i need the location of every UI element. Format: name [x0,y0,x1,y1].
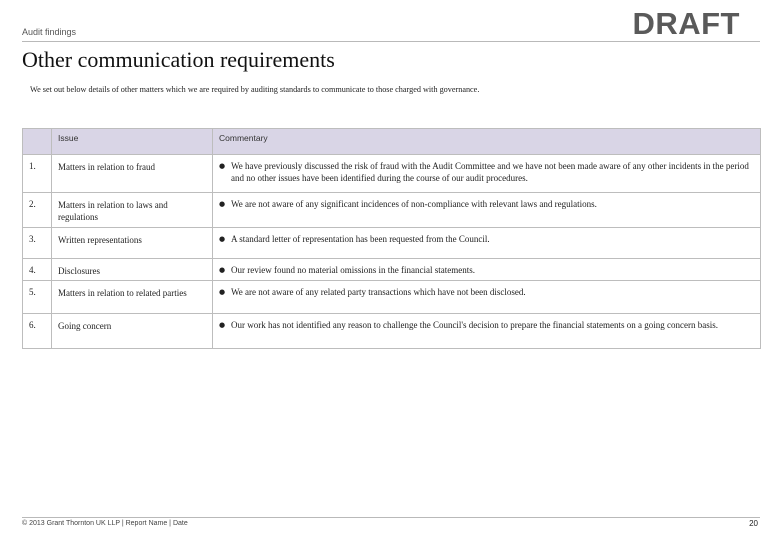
row-number: 3. [23,228,52,259]
table-row [23,155,761,193]
table-header-row [23,129,761,155]
row-commentary-cell [213,155,761,193]
row-commentary-cell [213,314,761,349]
footer-divider [22,517,760,518]
row-issue: Written representations [52,228,213,259]
header-issue: Issue [52,129,213,155]
row-commentary-cell [213,259,761,281]
table-row [23,281,761,314]
row-number: 1. [23,155,52,193]
row-commentary-cell [213,228,761,259]
header-num-cell [23,129,52,155]
row-commentary-cell [213,193,761,228]
table-row [23,314,761,349]
header-commentary: Commentary [213,129,761,155]
bullet-icon: ● [219,200,226,208]
row-issue: Matters in relation to laws and regulations [52,193,213,228]
row-commentary: Our work has not identified any reason to challenge the Council's decision to prepare the financial statements on a going concern basis. [231,320,718,330]
row-number: 6. [23,314,52,349]
row-commentary: A standard letter of representation has been requested from the Council. [231,234,490,244]
row-number: 4. [23,259,52,281]
header-divider [22,41,760,42]
row-issue: Matters in relation to related parties [52,281,213,314]
row-issue: Going concern [52,314,213,349]
row-commentary: Our review found no material omissions in the financial statements. [231,265,475,275]
row-commentary-cell [213,281,761,314]
draft-watermark: DRAFT [632,6,740,41]
row-issue: Disclosures [52,259,213,281]
row-commentary: We have previously discussed the risk of fraud with the Audit Committee and we have not been made aware of any other incidents in the period and no other issues have been identified during the course of our audit procedures. [231,161,749,183]
table-row [23,259,761,281]
footer-text: © 2013 Grant Thornton UK LLP | Report Name | Date [22,520,188,527]
bullet-icon: ● [219,321,226,329]
row-number: 2. [23,193,52,228]
row-commentary: We are not aware of any significant incidences of non-compliance with relevant laws and regulations. [231,199,597,209]
row-number: 5. [23,281,52,314]
bullet-icon: ● [219,266,226,274]
row-issue: Matters in relation to fraud [52,155,213,193]
section-label: Audit findings [22,27,77,37]
table-row [23,193,761,228]
page-number: 20 [749,519,758,528]
bullet-icon: ● [219,235,226,243]
requirements-table [22,128,761,349]
intro-text: We set out below details of other matters which we are required by auditing standards to communicate to those charged with governance. [30,85,480,94]
bullet-icon: ● [219,162,226,170]
row-commentary: We are not aware of any related party transactions which have not been disclosed. [231,287,526,297]
page-title: Other communication requirements [22,47,335,72]
bullet-icon: ● [219,288,226,296]
table-row [23,228,761,259]
